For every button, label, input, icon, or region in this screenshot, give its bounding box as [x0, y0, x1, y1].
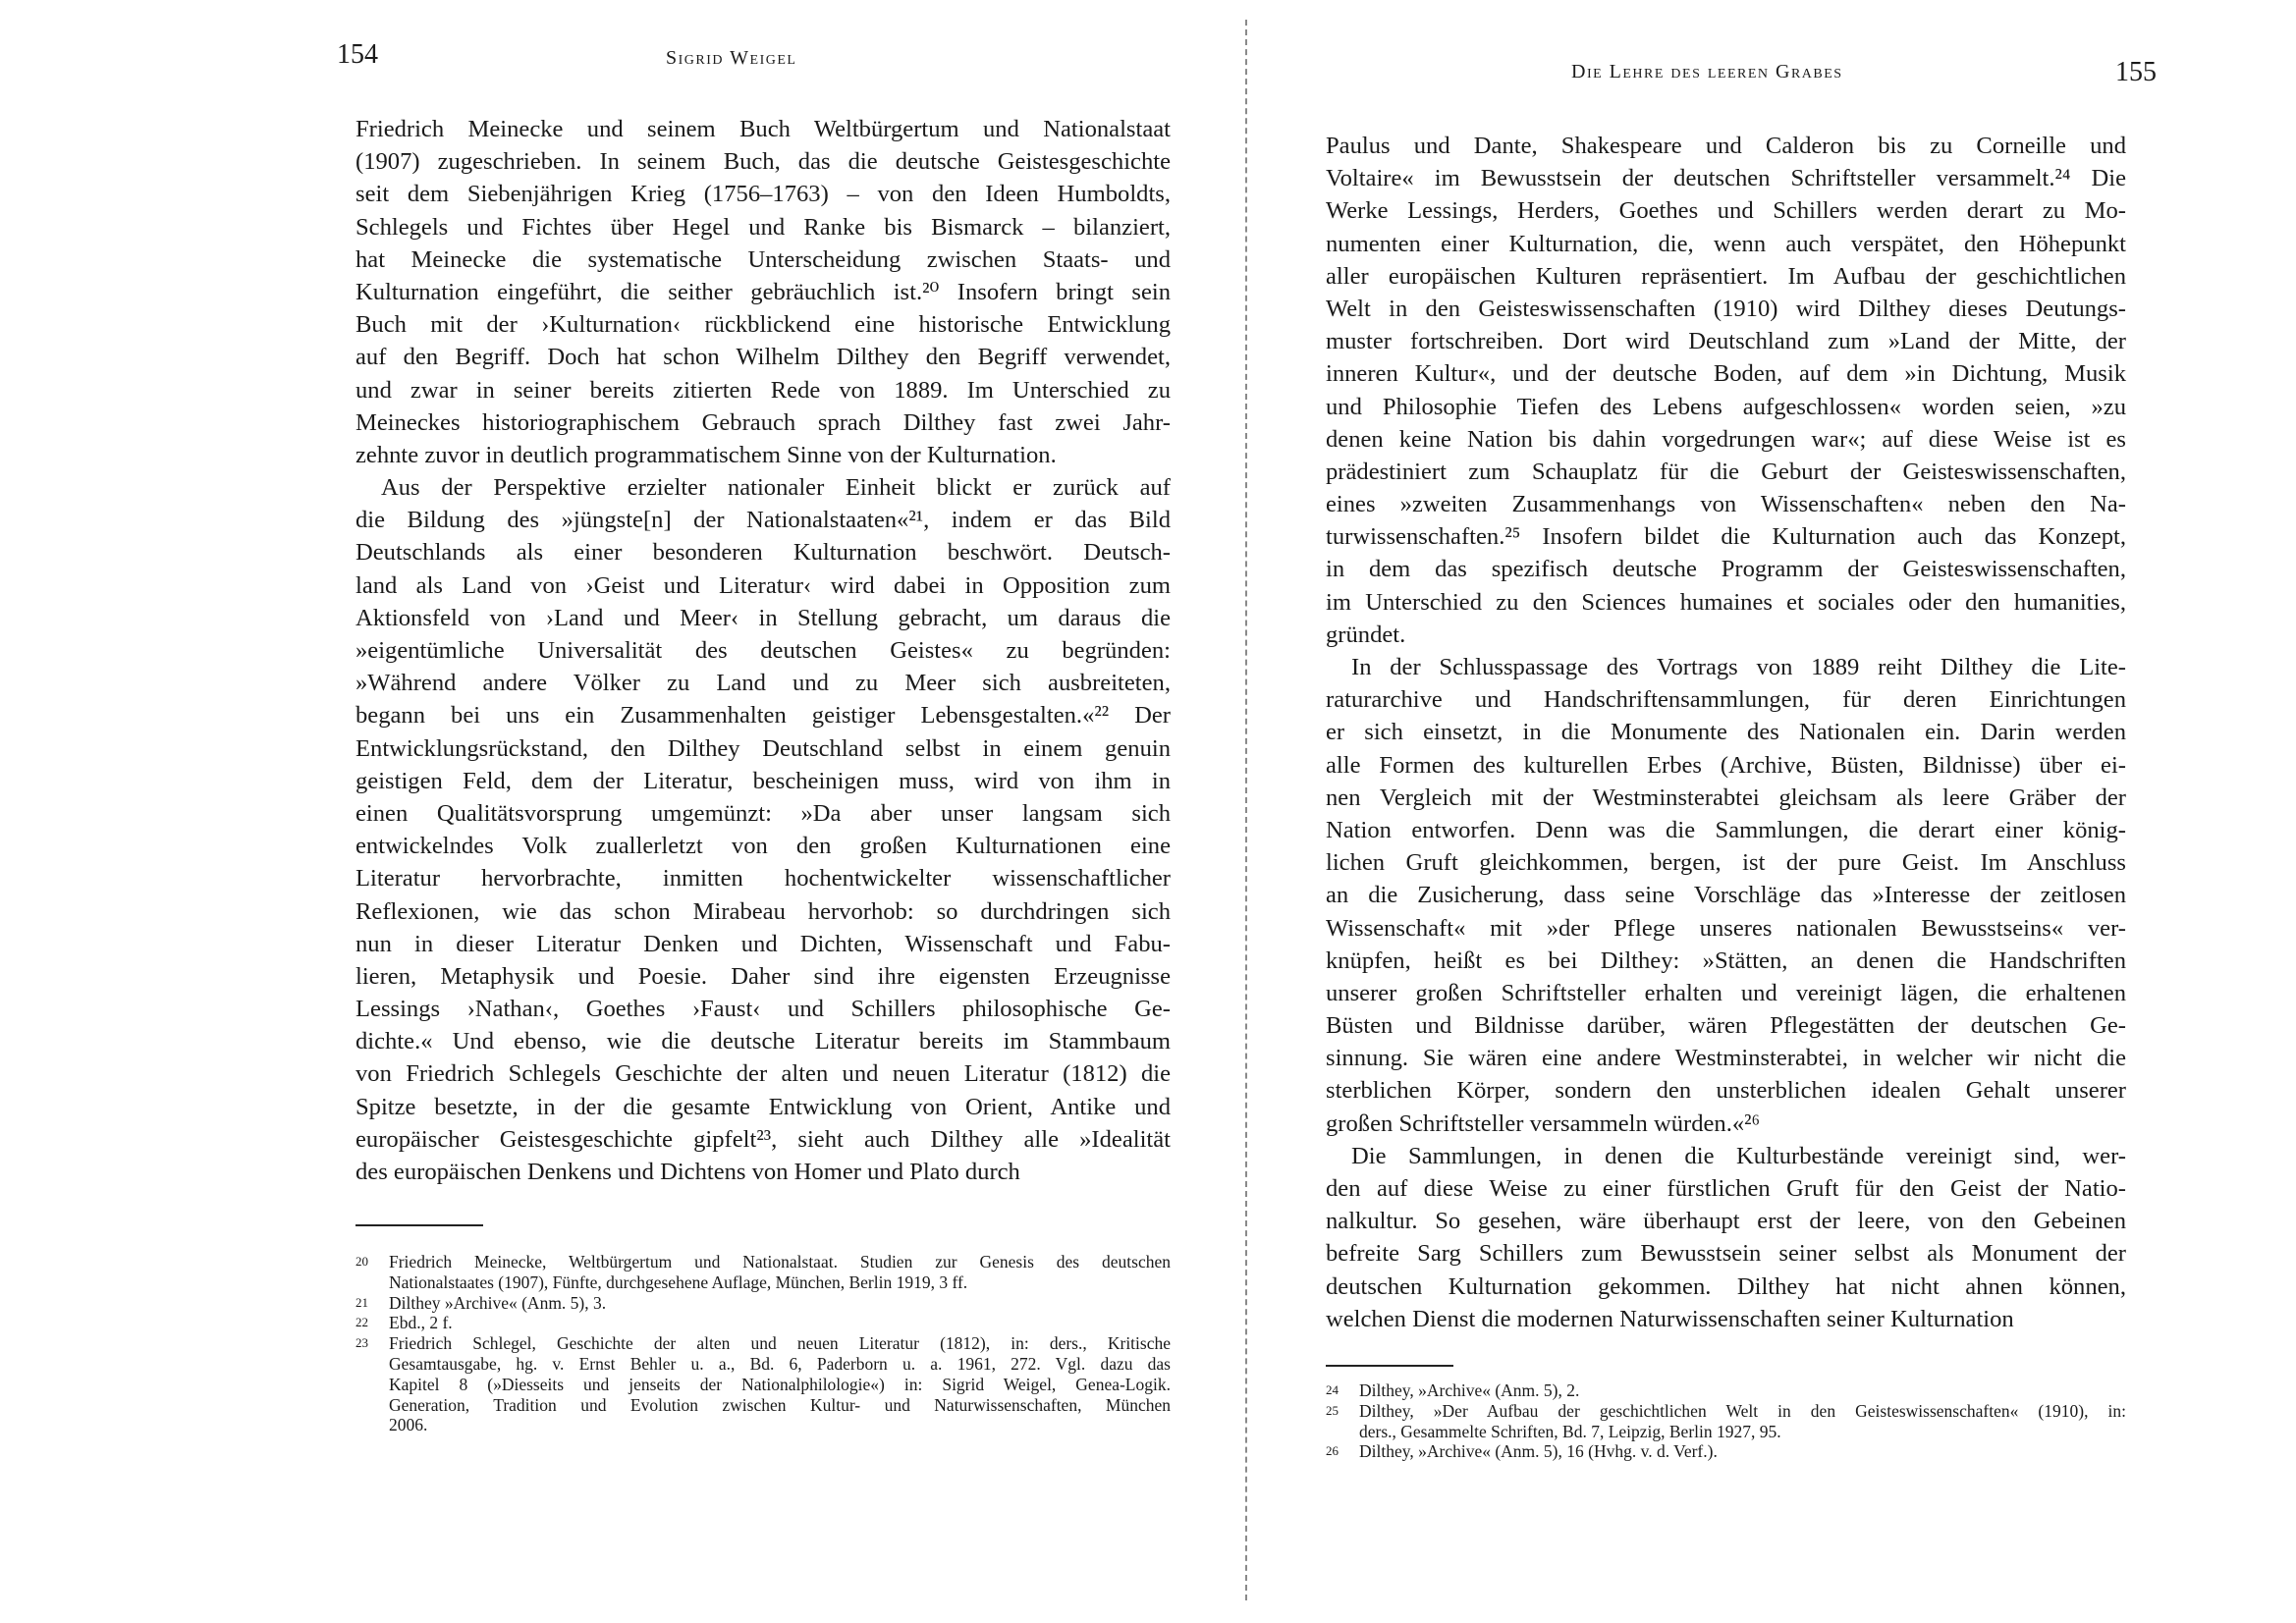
running-head: Sigrid Weigel	[666, 47, 797, 69]
text-line: Aktionsfeld von ›Land und Meer‹ in Stellung gebracht, um daraus die	[355, 604, 1171, 631]
text-line: Kulturnation eingeführt, die seither gebräuchlich ist.²⁰ Insofern bringt sein	[355, 278, 1171, 305]
text-line: eines »zweiten Zusammenhangs von Wissenschaften« neben den Na-	[1326, 491, 2126, 518]
text-line: im Unterschied zu den Sciences humaines et sociales oder den humanities,	[1326, 588, 2126, 616]
text-line: aller europäischen Kulturen repräsentiert. Im Aufbau der geschichtlichen	[1326, 262, 2126, 290]
text-line: prädestiniert zum Schauplatz für die Geburt der Geisteswissenschaften,	[1326, 458, 2126, 485]
text-line: des europäischen Denkens und Dichtens von Homer und Plato durch	[355, 1159, 1020, 1185]
text-line: Literatur hervorbrachte, inmitten hochentwickelter wissenschaftlicher	[355, 865, 1171, 893]
text-line: von Friedrich Schlegels Geschichte der alten und neuen Literatur (1812) die	[355, 1060, 1171, 1088]
text-line: einen Qualitätsvorsprung umgemünzt: »Da aber unser langsam sich	[355, 799, 1171, 827]
text-line: Büsten und Bildnisse darüber, wären Pflegestätten der deutschen Ge-	[1326, 1012, 2126, 1040]
right-page	[1247, 0, 2296, 1623]
text-line: hat Meinecke die systematische Unterscheidung zwischen Staats- und	[355, 245, 1171, 273]
footnote	[1326, 1401, 2126, 1442]
text-line: und Philosophie Tiefen des Lebens aufgeschlossen« worden seien, »zu	[1326, 393, 2126, 420]
footnote-number: 22	[355, 1315, 368, 1330]
footnote-text-line: Kapitel 8 (»Diesseits und jenseits der Nationalphilologie«) in: Sigrid Weigel, Genea-Logik.	[389, 1374, 1171, 1394]
running-head: Die Lehre des leeren Grabes	[1571, 61, 1843, 82]
text-line: knüpfen, heißt es bei Dilthey: »Stätten, an denen die Handschriften	[1326, 947, 2126, 974]
footnote	[355, 1333, 1171, 1435]
footnote-text-line: 2006.	[389, 1415, 428, 1435]
footnote-number: 26	[1326, 1443, 1339, 1459]
text-line: an die Zusicherung, dass seine Vorschläge das »Interesse der zeitlosen	[1326, 882, 2126, 909]
text-line: lichen Gruft gleichkommen, bergen, ist der pure Geist. Im Anschluss	[1326, 849, 2126, 877]
text-line: unserer großen Schriftsteller erhalten und vereinigt lägen, die erhaltenen	[1326, 979, 2126, 1006]
text-line: nalkultur. So gesehen, wäre überhaupt erst der leere, von den Gebeinen	[1326, 1208, 2126, 1235]
text-line: Lessings ›Nathan‹, Goethes ›Faust‹ und Schillers philosophische Ge-	[355, 996, 1171, 1023]
text-line: In der Schlusspassage des Vortrags von 1889 reiht Dilthey die Lite-	[1351, 654, 2126, 680]
footnote-rule	[1326, 1365, 1453, 1367]
text-line: Entwicklungsrückstand, den Dilthey Deutschland selbst in einem genuin	[355, 734, 1171, 762]
text-line: Paulus und Dante, Shakespeare und Calderon bis zu Corneille und	[1326, 133, 2126, 159]
text-line: Die Sammlungen, in denen die Kulturbestände vereinigt sind, wer-	[1351, 1142, 2126, 1169]
text-line: numenten einer Kulturnation, die, wenn auch verspätet, den Höhepunkt	[1326, 230, 2126, 257]
text-line: großen Schriftsteller versammeln würden.«²⁶	[1326, 1109, 1761, 1137]
text-line: die Bildung des »jüngste[n] der Nationalstaaten«²¹, indem er das Bild	[355, 507, 1171, 534]
footnotes	[1326, 1380, 2126, 1462]
text-line: in dem das spezifisch deutsche Programm der Geisteswissenschaften,	[1326, 556, 2126, 583]
footnote-rule	[355, 1224, 483, 1226]
footnote-text-line: Gesamtausgabe, hg. v. Ernst Behler u. a., Bd. 6, Paderborn u. a. 1961, 272. Vgl. dazu das	[389, 1353, 1171, 1374]
footnote-number: 23	[355, 1335, 368, 1351]
footnote-text-line: Friedrich Schlegel, Geschichte der alten und neuen Literatur (1812), in: ders., Kritische	[389, 1333, 1171, 1354]
text-line: gründet.	[1326, 621, 1406, 648]
text-line: (1907) zugeschrieben. In seinem Buch, das die deutsche Geistesgeschichte	[355, 148, 1171, 176]
body-text	[1326, 130, 2126, 1335]
footnote-text-line: Friedrich Meinecke, Weltbürgertum und Nationalstaat. Studien zur Genesis des deutschen	[389, 1252, 1171, 1271]
text-line: Nation entworfen. Denn was die Sammlungen, die derart einer könig-	[1326, 816, 2126, 843]
text-line: seit dem Siebenjährigen Krieg (1756–1763) – von den Ideen Humboldts,	[355, 181, 1171, 208]
text-line: zehnte zuvor in deutlich programmatischem Sinne von der Kulturnation.	[355, 441, 1057, 468]
text-line: »eigentümliche Universalität des deutschen Geistes« zu begründen:	[355, 637, 1171, 664]
footnotes	[355, 1252, 1171, 1435]
footnote-text-line: Dilthey, »Archive« (Anm. 5), 16 (Hvhg. v. d. Verf.).	[1359, 1441, 1718, 1462]
text-line: auf den Begriff. Doch hat schon Wilhelm Dilthey den Begriff verwendet,	[355, 344, 1171, 371]
text-line: dichte.« Und ebenso, wie die deutsche Literatur bereits im Stammbaum	[355, 1028, 1171, 1055]
text-line: er sich einsetzt, in die Monumente des Nationalen ein. Darin werden	[1326, 719, 2126, 746]
text-line: welchen Dienst die modernen Naturwissenschaften seiner Kulturnation	[1326, 1305, 2014, 1332]
text-line: alle Formen des kulturellen Erbes (Archive, Büsten, Bildnisse) über ei-	[1326, 751, 2126, 779]
text-line: turwissenschaften.²⁵ Insofern bildet die Kulturnation auch das Konzept,	[1326, 523, 2126, 551]
footnote-number: 24	[1326, 1382, 1339, 1397]
text-line: inneren Kultur«, und der deutsche Boden, auf dem »in Dichtung, Musik	[1326, 360, 2126, 388]
footnote-text-line: Nationalstaates (1907), Fünfte, durchgesehene Auflage, München, Berlin 1919, 3 ff.	[389, 1271, 968, 1292]
text-line: nen Vergleich mit der Westminsterabtei gleichsam als leere Gräber der	[1326, 784, 2126, 811]
footnote	[355, 1293, 1171, 1314]
text-line: begann bei uns ein Zusammenhalten geistiger Lebensgestalten.«²² Der	[355, 702, 1171, 730]
text-line: sinnung. Sie wären eine andere Westminsterabtei, in welcher wir nicht die	[1326, 1045, 2126, 1072]
text-line: Deutschlands als einer besonderen Kulturnation beschwört. Deutsch-	[355, 539, 1171, 567]
footnote	[355, 1252, 1171, 1293]
text-line: entwickelndes Volk zuallerletzt von den großen Kulturnationen eine	[355, 833, 1171, 860]
text-line: »Während andere Völker zu Land und zu Meer sich ausbreiteten,	[355, 670, 1171, 697]
text-line: geistigen Feld, dem der Literatur, bescheinigen muss, wird von ihm in	[355, 767, 1171, 794]
text-line: den auf diese Weise zu einer fürstlichen Gruft für den Geist der Natio-	[1326, 1175, 2126, 1202]
footnote-text-line: ders., Gesammelte Schriften, Bd. 7, Leipzig, Berlin 1927, 95.	[1359, 1421, 1781, 1441]
text-line: Welt in den Geisteswissenschaften (1910) wird Dilthey dieses Deutungs-	[1326, 295, 2126, 322]
body-text	[355, 113, 1171, 1188]
text-line: sterblichen Körper, sondern den unsterblichen idealen Gehalt unserer	[1326, 1077, 2126, 1105]
text-line: Meineckes historiographischem Gebrauch sprach Dilthey fast zwei Jahr-	[355, 408, 1171, 436]
page-number: 154	[337, 39, 378, 70]
footnote-number: 25	[1326, 1402, 1339, 1418]
text-line: denen keine Nation bis dahin vorgedrungen war«; auf diese Weise ist es	[1326, 425, 2126, 453]
text-line: Buch mit der ›Kulturnation‹ rückblickend eine historische Entwicklung	[355, 311, 1171, 339]
text-line: europäischer Geistesgeschichte gipfelt²³, sieht auch Dilthey alle »Idealität	[355, 1125, 1171, 1153]
text-line: Werke Lessings, Herders, Goethes und Schillers werden derart zu Mo-	[1326, 197, 2126, 225]
text-line: Wissenschaft« mit »der Pflege unseres nationalen Bewusstseins« ver-	[1326, 914, 2126, 942]
footnote-text-line: Dilthey, »Der Aufbau der geschichtlichen Welt in den Geisteswissenschaften« (1910), in:	[1359, 1400, 2126, 1421]
footnote-number: 21	[355, 1294, 368, 1310]
text-line: deutschen Kulturnation gekommen. Dilthey hat nicht ahnen können,	[1326, 1272, 2126, 1300]
text-line: Voltaire« im Bewusstsein der deutschen Schriftsteller versammelt.²⁴ Die	[1326, 165, 2126, 192]
footnote-text-line: Dilthey »Archive« (Anm. 5), 3.	[389, 1292, 607, 1313]
footnote-text-line: Ebd., 2 f.	[389, 1313, 453, 1333]
footnote	[1326, 1441, 2126, 1462]
text-line: land als Land von ›Geist und Literatur‹ wird dabei in Opposition zum	[355, 571, 1171, 599]
text-line: nun in dieser Literatur Denken und Dichten, Wissenschaft und Fabu-	[355, 930, 1171, 957]
text-line: Friedrich Meinecke und seinem Buch Weltbürgertum und Nationalstaat	[355, 116, 1171, 142]
text-line: befreite Sarg Schillers zum Bewusstsein seiner selbst als Monument der	[1326, 1240, 2126, 1268]
footnote-text-line: Generation, Tradition und Evolution zwischen Kultur- und Naturwissenschaften, München	[389, 1394, 1171, 1415]
footnote	[1326, 1380, 2126, 1401]
text-line: Schlegels und Fichtes über Hegel und Ranke bis Bismarck – bilanziert,	[355, 213, 1171, 241]
text-line: lieren, Metaphysik und Poesie. Daher sind ihre eigensten Erzeugnisse	[355, 962, 1171, 990]
footnote	[355, 1313, 1171, 1333]
footnote-text-line: Dilthey, »Archive« (Anm. 5), 2.	[1359, 1380, 1580, 1400]
page-number: 155	[2115, 57, 2157, 87]
text-line: Reflexionen, wie das schon Mirabeau hervorhob: so durchdringen sich	[355, 897, 1171, 925]
text-line: raturarchive und Handschriftensammlungen, für deren Einrichtungen	[1326, 686, 2126, 714]
text-line: und zwar in seiner bereits zitierten Rede von 1889. Im Unterschied zu	[355, 376, 1171, 404]
text-line: Spitze besetzte, in der die gesamte Entwicklung von Orient, Antike und	[355, 1093, 1171, 1120]
text-line: muster fortschreiben. Dort wird Deutschland zum »Land der Mitte, der	[1326, 328, 2126, 355]
footnote-number: 20	[355, 1254, 368, 1269]
text-line: Aus der Perspektive erzielter nationaler Einheit blickt er zurück auf	[381, 474, 1171, 502]
